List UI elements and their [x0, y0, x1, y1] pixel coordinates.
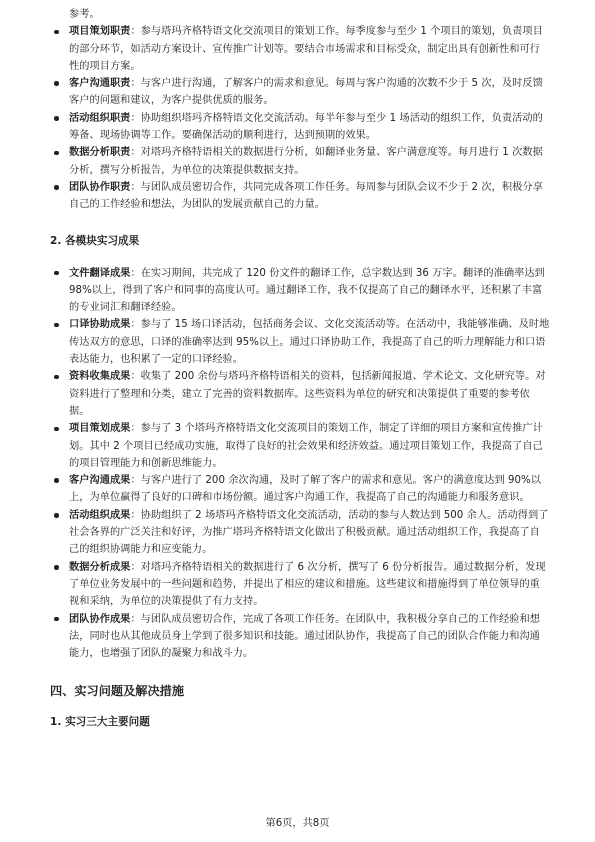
item-text: ：收集了 200 余份与塔玛齐格特语相关的资料，包括新闻报道、学术论文、文化研究等。对资料进行了整理和分类，建立了完善的资料数据库。这些资料为单位的研究和决策提供了重要的参考依据。	[69, 371, 546, 417]
bullet-icon	[54, 513, 59, 518]
item-title: 团队协作职责	[69, 181, 131, 193]
list-item	[50, 23, 550, 75]
page-content	[50, 6, 550, 731]
bullet-icon	[54, 30, 59, 35]
item-title: 活动组织职责	[69, 112, 131, 124]
bullet-icon	[54, 323, 59, 328]
list-item	[50, 559, 550, 611]
list-item	[50, 110, 550, 145]
item-text: ：参与了 3 个塔玛齐格特语文化交流项目的策划工作，制定了详细的项目方案和宣传推广计划。其中 2 个项目已经成功实施，取得了良好的社会效果和经济效益。通过项目策划工作，我提高了自己的项目管理能力和创新思维能力。	[69, 423, 543, 469]
bullet-icon	[54, 617, 59, 622]
bullet-icon	[54, 478, 59, 483]
item-title: 团队协作成果	[69, 613, 131, 625]
item-text: ：在实习期间，共完成了 120 份文件的翻译工作，总字数达到 36 万字。翻译的准确率达到 98%以上，得到了客户和同事的高度认可。通过翻译工作，我不仅提高了自己的翻译水平，还积累了丰富的专业词汇和翻译经验。	[69, 267, 545, 314]
bullet-icon	[54, 565, 59, 570]
results-list	[50, 265, 550, 663]
list-item	[50, 507, 550, 559]
item-text: ：参与了 15 场口译活动，包括商务会议、文化交流活动等。在活动中，我能够准确、及时地传达双方的意思，口译的准确率达到 95%以上。通过口译协助工作，我提高了自己的听力理解能力和口语表达能力，也积累了一定的口译经验。	[69, 319, 550, 366]
item-title: 资料收集成果	[69, 371, 131, 383]
paragraph-continuation: 参考。	[69, 9, 100, 20]
list-item	[50, 611, 550, 663]
item-text: ：对塔玛齐格特语相关的数据进行分析，如翻译业务量、客户满意度等。每月进行 1 次数据分析，撰写分析报告，为单位的决策提供数据支持。	[69, 147, 543, 176]
item-title: 数据分析成果	[69, 561, 131, 573]
list-item	[50, 144, 550, 179]
bullet-icon	[54, 375, 59, 380]
item-text: ：对塔玛齐格特语相关的数据进行了 6 次分析，撰写了 6 份分析报告。通过数据分析，发现了单位业务发展中的一些问题和趋势，并提出了相应的建议和措施。这些建议和措施得到了单位领导的重视和采纳，为单位的决策提供了有力支持。	[69, 561, 546, 608]
list-item	[50, 316, 550, 368]
item-text: ：协助组织了 2 场塔玛齐格特语文化交流活动，活动的参与人数达到 500 余人。活动得到了社会各界的广泛关注和好评，为推广塔玛齐格特语文化做出了积极贡献。通过活动组织工作，我提高了自己的组织协调能力和应变能力。	[69, 509, 549, 556]
list-item	[50, 368, 550, 420]
subsection-heading: 1. 实习三大主要问题	[50, 716, 150, 729]
bullet-icon	[54, 427, 59, 432]
item-title: 项目策划职责	[69, 26, 131, 38]
bullet-icon	[54, 151, 59, 156]
list-item	[50, 75, 550, 110]
bullet-icon	[54, 271, 59, 276]
bullet-icon	[54, 81, 59, 86]
duties-list	[50, 23, 550, 213]
item-text: ：协助组织塔玛齐格特语文化交流活动。每半年参与至少 1 场活动的组织工作，负责活动的筹备、现场协调等工作。要确保活动的顺利进行，达到预期的效果。	[69, 112, 543, 142]
item-text: ：参与塔玛齐格特语文化交流项目的策划工作。每季度参与至少 1 个项目的策划，负责项目的部分环节，如活动方案设计、宣传推广计划等。要结合市场需求和目标受众，制定出具有创新性和可行性的项目方案。	[69, 26, 543, 72]
chapter-heading: 四、实习问题及解决措施	[50, 684, 185, 699]
item-text: ：与客户进行沟通，了解客户的需求和意见。每周与客户沟通的次数不少于 5 次，及时反馈客户的问题和建议，为客户提供优质的服务。	[69, 78, 543, 107]
item-title: 项目策划成果	[69, 423, 131, 435]
section-heading-results: 2. 各模块实习成果	[50, 234, 140, 247]
list-item	[50, 472, 550, 507]
item-title: 数据分析职责	[69, 147, 131, 159]
item-title: 口译协助成果	[69, 319, 131, 331]
item-text: ：与客户进行了 200 余次沟通，及时了解了客户的需求和意见。客户的满意度达到 90%以上，为单位赢得了良好的口碑和市场份额。通过客户沟通工作，我提高了自己的沟通能力和服务意识。	[69, 475, 541, 504]
list-item	[50, 265, 550, 317]
item-text: ：与团队成员密切合作，共同完成各项工作任务。每周参与团队会议不少于 2 次，积极分享自己的工作经验和想法，为团队的发展贡献自己的力量。	[69, 181, 543, 211]
item-title: 客户沟通职责	[69, 78, 131, 90]
bullet-icon	[54, 185, 59, 190]
page-footer: 第6页，共8页	[265, 818, 330, 829]
item-title: 客户沟通成果	[69, 475, 131, 487]
item-title: 文件翻译成果	[69, 267, 131, 279]
item-title: 活动组织成果	[69, 509, 131, 521]
bullet-icon	[54, 116, 59, 121]
item-text: ：与团队成员密切合作，完成了各项工作任务。在团队中，我积极分享自己的工作经验和想法，同时也从其他成员身上学到了很多知识和技能。通过团队协作，我提高了自己的团队合作能力和沟通能力，也增强了团队的凝聚力和战斗力。	[69, 613, 540, 660]
list-item	[50, 420, 550, 472]
list-item	[50, 179, 550, 214]
